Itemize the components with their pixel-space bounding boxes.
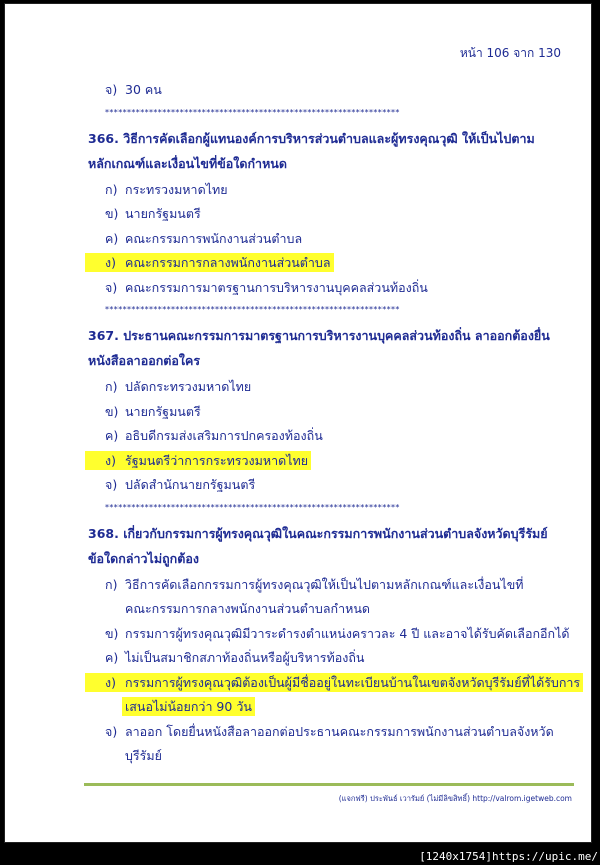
separator: ******************************************************************* [105, 107, 400, 117]
option-368-d-answer: ง) กรรมการผู้ทรงคุณวุฒิต้องเป็นผู้มีชื่ออยู่ในทะเบียนบ้านในเขตจังหวัดบุรีรัมย์ที่ได้รับการ [88, 671, 570, 696]
option-366-e: จ) คณะกรรมการมาตรฐานการบริหารงานบุคคลส่วนท้องถิ่น [105, 279, 428, 295]
option-368-b: ข) กรรมการผู้ทรงคุณวุฒิมีวาระดำรงตำแหน่งคราวละ 4 ปี และอาจได้รับคัดเลือกอีกได้ [105, 625, 570, 641]
option-367-c: ค) อธิบดีกรมส่งเสริมการปกครองท้องถิ่น [105, 428, 323, 443]
option-368-a-cont: คณะกรรมการกลางพนักงานส่วนตำบลกำหนด [125, 601, 370, 616]
option-368-c: ค) ไม่เป็นสมาชิกสภาท้องถิ่นหรือผู้บริหารท้องถิ่น [105, 650, 365, 665]
option-367-e: จ) ปลัดสำนักนายกรัฐมนตรี [105, 477, 256, 492]
question-368-title: 368. เกี่ยวกับกรรมการผู้ทรงคุณวุฒิในคณะกรรมการพนักงานส่วนตำบลจังหวัดบุรีรัมย์ ข้อใดกล่าวไม่ถูกต้อง [88, 525, 548, 566]
footer-credit: (แจกฟรี) ประพันธ์ เวารัมย์ (ไม่มีลิขสิทธิ์) http://valrom.igetweb.com [338, 794, 572, 803]
option-prev-e: จ) 30 คน [105, 82, 162, 97]
option-368-e: จ) ลาออก โดยยื่นหนังสือลาออกต่อประธานคณะกรรมการพนักงานส่วนตำบลจังหวัด [105, 723, 554, 739]
option-367-d-answer: ง) รัฐมนตรีว่าการกระทรวงมหาดไทย [88, 449, 570, 474]
option-368-a: ก) วิธีการคัดเลือกกรรมการผู้ทรงคุณวุฒิให้เป็นไปตามหลักเกณฑ์และเงื่อนไขที่ [105, 576, 524, 592]
option-366-d-answer: ง) คณะกรรมการกลางพนักงานส่วนตำบล [88, 251, 570, 276]
image-host-watermark: [1240x1754]https://upic.me/ [419, 850, 598, 863]
option-368-e-cont: บุรีรัมย์ [125, 748, 162, 763]
separator: ******************************************************************* [105, 305, 400, 314]
option-366-c: ค) คณะกรรมการพนักงานส่วนตำบล [105, 230, 303, 246]
question-367-title: 367. ประธานคณะกรรมการมาตรฐานการบริหารงานบุคคลส่วนท้องถิ่น ลาออกต้องยื่น หนังสือลาออกต่อใคร [88, 328, 550, 368]
separator: ******************************************************************* [105, 502, 400, 512]
option-368-d-cont: เสนอไม่น้อยกว่า 90 วัน [88, 695, 570, 720]
option-367-b: ข) นายกรัฐมนตรี [105, 403, 201, 419]
footer-rule [84, 783, 574, 786]
quiz-content [88, 78, 581, 769]
option-366-b: ข) นายกรัฐมนตรี [105, 206, 201, 221]
option-366-a: ก) กระทรวงมหาดไทย [105, 181, 228, 197]
option-367-a: ก) ปลัดกระทรวงมหาดไทย [105, 379, 252, 394]
question-366-title: 366. วิธีการคัดเลือกผู้แทนองค์การบริหารส่วนตำบลและผู้ทรงคุณวุฒิ ให้เป็นไปตาม หลักเกณฑ์และเงื่อนไขที่ข้อใดกำหนด [88, 130, 535, 171]
page-number: หน้า 106 จาก 130 [459, 46, 561, 60]
